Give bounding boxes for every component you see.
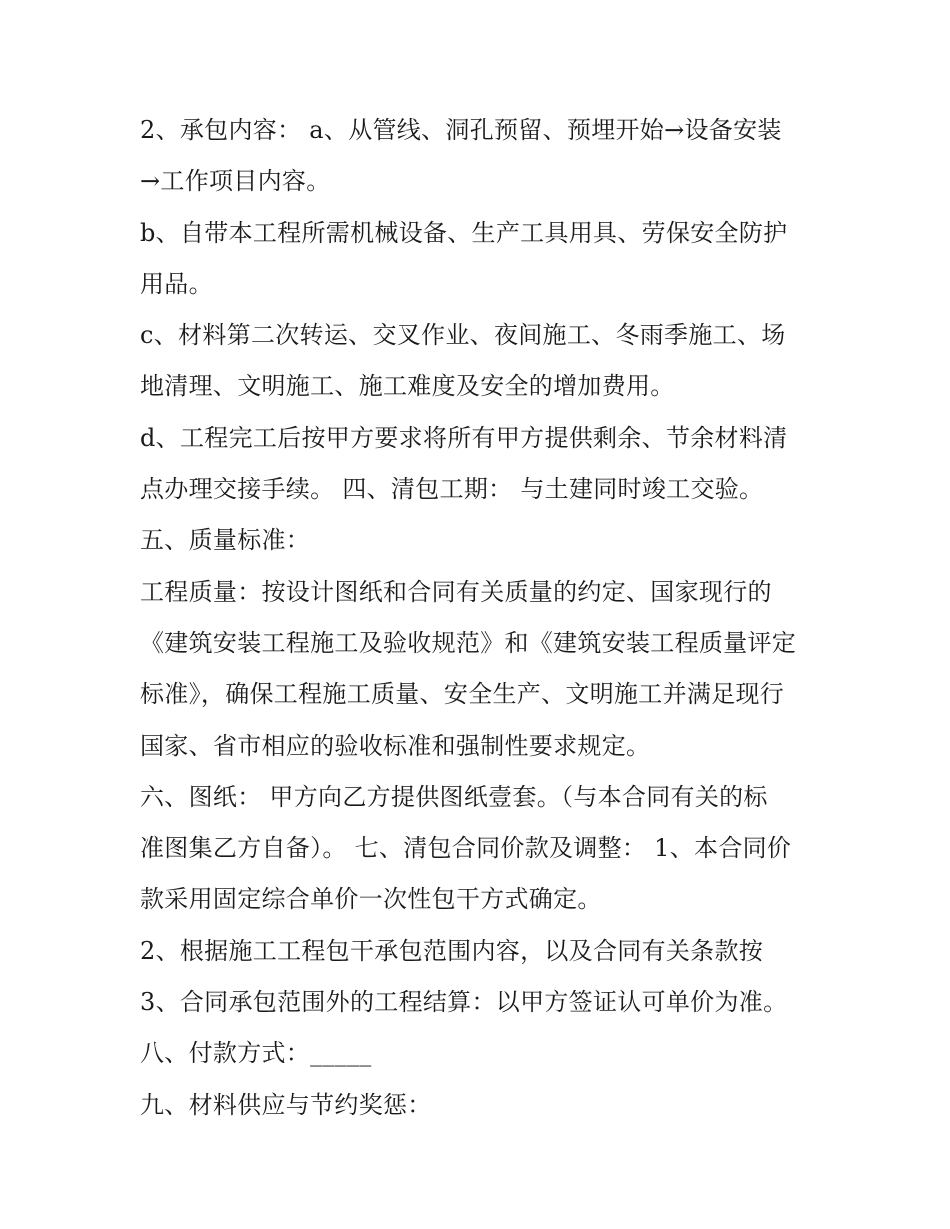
section-heading: 五、质量标准： (140, 526, 311, 555)
text-line: 用品。 (140, 269, 213, 298)
text-line: →工作项目内容。 (140, 167, 331, 196)
text-line: 六、图纸： 甲方向乙方提供图纸壹套。（与本合同有关的标 (140, 782, 768, 811)
text-line: c、材料第二次转运、交叉作业、夜间施工、冬雨季施工、场 (140, 321, 786, 350)
text-line: 地清理、文明施工、施工难度及安全的增加费用。 (140, 372, 675, 401)
text-line: b、自带本工程所需机械设备、生产工具用具、劳保安全防护 (140, 218, 788, 247)
text-line: 3、合同承包范围外的工程结算：以甲方签证认可单价为准。 (140, 988, 788, 1017)
text-line: 点办理交接手续。 四、清包工期： 与土建同时竣工交验。 (140, 475, 764, 504)
section-heading: 九、材料供应与节约奖惩： (140, 1090, 432, 1119)
text-line: 准图集乙方自备）。 七、清包合同价款及调整： 1、本合同价 (140, 834, 792, 863)
text-line: 国家、省市相应的验收标准和强制性要求规定。 (140, 731, 651, 760)
text-line: 《建筑安装工程施工及验收规范》和《建筑安装工程质量评定 (140, 628, 797, 657)
text-line: d、工程完工后按甲方要求将所有甲方提供剩余、节余材料清 (140, 423, 788, 452)
section-heading: 八、付款方式：_____ (140, 1039, 372, 1068)
document-body (140, 105, 830, 1131)
text-line: 款采用固定综合单价一次性包干方式确定。 (140, 885, 602, 914)
text-line: 2、根据施工工程包干承包范围内容，以及合同有关条款按 (140, 936, 764, 965)
text-line: 标准》，确保工程施工质量、安全生产、文明施工并满足现行 (140, 680, 785, 709)
text-line: 工程质量：按设计图纸和合同有关质量的约定、国家现行的 (140, 577, 772, 606)
text-line: 2、承包内容： a、从管线、洞孔预留、预埋开始→设备安装 (140, 116, 782, 144)
